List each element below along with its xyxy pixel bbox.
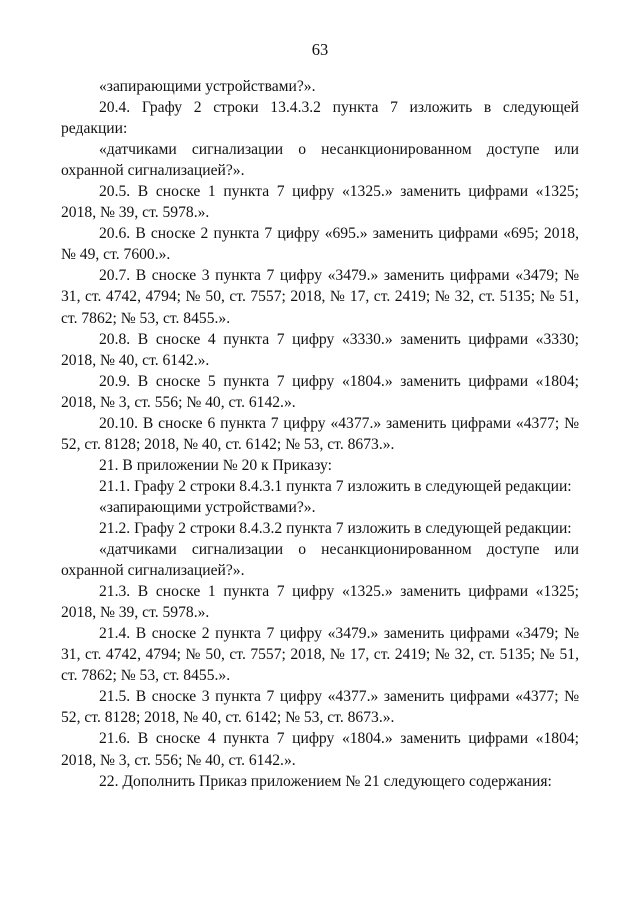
paragraph-21-1: 21.1. Графу 2 строки 8.4.3.1 пункта 7 изложить в следующей редакции: bbox=[99, 477, 572, 495]
paragraph-20-5: 20.5. В сноске 1 пункта 7 цифру «1325.» заменить цифрами «1325; 2018, № 39, ст. 5978.». bbox=[61, 183, 579, 222]
paragraph-21-4: 21.4. В сноске 2 пункта 7 цифру «3479.» заменить цифрами «3479; № 31, ст. 4742, 4794; № 50, ст. 7557; 2018, № 17, ст. 2419; № 32, ст. 5135; № 51, ст. 7862; № 53, ст. 8455.». bbox=[61, 625, 579, 685]
page-number: 63 bbox=[311, 40, 329, 59]
paragraph-21-3: 21.3. В сноске 1 пункта 7 цифру «1325.» заменить цифрами «1325; 2018, № 39, ст. 5978.». bbox=[61, 583, 579, 622]
paragraph-20-6: 20.6. В сноске 2 пункта 7 цифру «695.» заменить цифрами «695; 2018, № 49, ст. 7600.». bbox=[61, 225, 579, 264]
paragraph-20-8: 20.8. В сноске 4 пункта 7 цифру «3330.» заменить цифрами «3330; 2018, № 40, ст. 6142.». bbox=[61, 330, 579, 369]
document-body bbox=[61, 76, 579, 792]
paragraph-20-4: 20.4. Графу 2 строки 13.4.3.2 пункта 7 изложить в следующей редакции: bbox=[61, 99, 579, 138]
paragraph-22: 22. Дополнить Приказ приложением № 21 следующего содержания: bbox=[99, 772, 552, 790]
paragraph-21: 21. В приложении № 20 к Приказу: bbox=[99, 456, 332, 474]
paragraph-20-9: 20.9. В сноске 5 пункта 7 цифру «1804.» заменить цифрами «1804; 2018, № 3, ст. 556; № 40, ст. 6142.». bbox=[61, 372, 579, 411]
paragraph-21-6: 21.6. В сноске 4 пункта 7 цифру «1804.» заменить цифрами «1804; 2018, № 3, ст. 556; № 40, ст. 6142.». bbox=[61, 730, 579, 769]
paragraph-20-10: 20.10. В сноске 6 пункта 7 цифру «4377.» заменить цифрами «4377; № 52, ст. 8128; 2018, № 40, ст. 6142; № 53, ст. 8673.». bbox=[61, 414, 579, 453]
paragraph-continuation: «запирающими устройствами?». bbox=[99, 78, 316, 95]
paragraph-21-5: 21.5. В сноске 3 пункта 7 цифру «4377.» заменить цифрами «4377; № 52, ст. 8128; 2018, № 40, ст. 6142; № 53, ст. 8673.». bbox=[61, 688, 579, 727]
paragraph-20-4-quote: «датчиками сигнализации о несанкционированном доступе или охранной сигнализацией?». bbox=[61, 141, 579, 180]
paragraph-21-2-quote: «датчиками сигнализации о несанкционированном доступе или охранной сигнализацией?». bbox=[61, 541, 579, 580]
paragraph-20-7: 20.7. В сноске 3 пункта 7 цифру «3479.» заменить цифрами «3479; № 31, ст. 4742, 4794; № 50, ст. 7557; 2018, № 17, ст. 2419; № 32, ст. 5135; № 51, ст. 7862; № 53, ст. 8455.». bbox=[61, 267, 579, 327]
paragraph-21-2: 21.2. Графу 2 строки 8.4.3.2 пункта 7 изложить в следующей редакции: bbox=[99, 519, 572, 537]
paragraph-21-1-quote: «запирающими устройствами?». bbox=[99, 498, 316, 516]
